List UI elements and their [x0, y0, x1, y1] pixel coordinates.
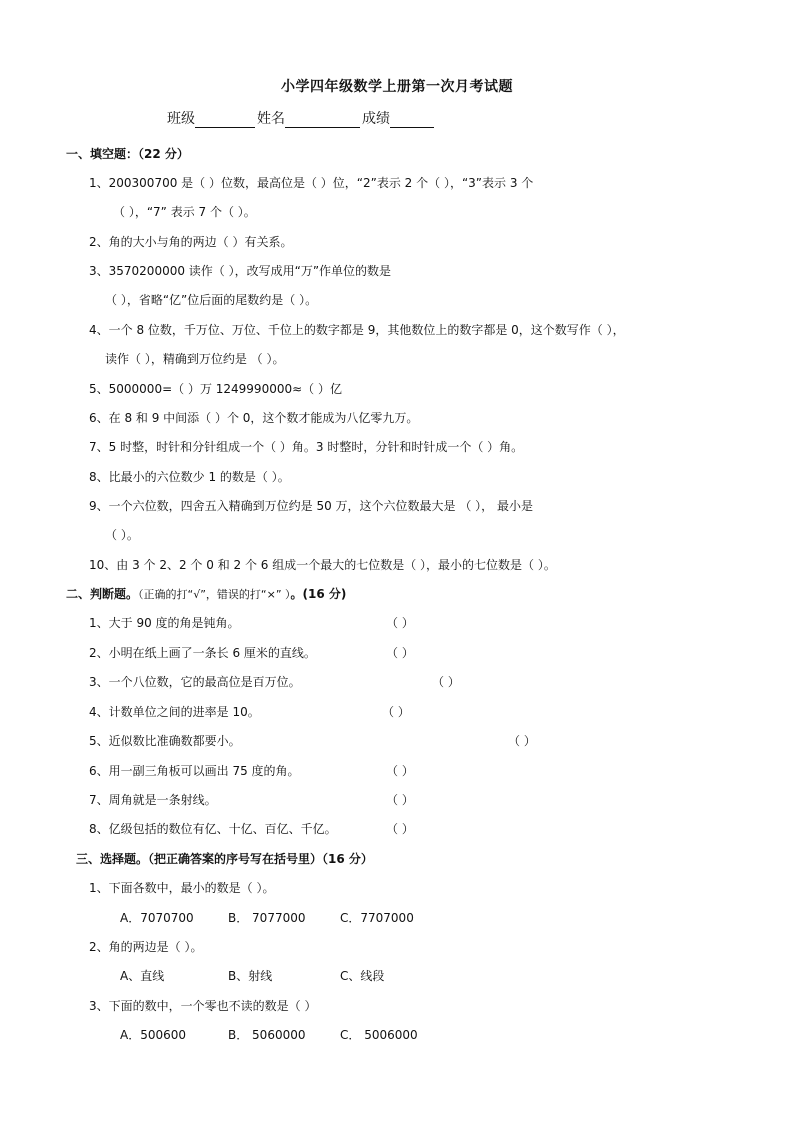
- fill-q10: 10、由 3 个 2、2 个 0 和 2 个 6 组成一个最大的七位数是（ ），最小的七位数是（ ）。: [89, 558, 556, 572]
- choice-q3: 3、下面的数中，一个零也不读的数是（ ）: [89, 999, 317, 1013]
- page-title: 小学四年级数学上册第一次月考试题: [281, 79, 513, 95]
- fill-q2: 2、角的大小与角的两边（ ）有关系。: [89, 235, 293, 249]
- judge-item-2: 2、小明在纸上画了一条长 6 厘米的直线。: [89, 646, 316, 660]
- student-info-row: [167, 108, 436, 128]
- choice-q2: 2、角的两边是（ ）。: [89, 940, 203, 954]
- judge-answer-7[interactable]: （ ）: [386, 793, 414, 807]
- fill-q9-line2: （ ）。: [105, 528, 139, 542]
- judge-item-4: 4、计数单位之间的进率是 10。: [89, 705, 260, 719]
- judge-answer-4[interactable]: （ ）: [382, 705, 410, 719]
- fill-q6: 6、在 8 和 9 中间添（ ）个 0，这个数才能成为八亿零九万。: [89, 411, 419, 425]
- section-2-note: （正确的打“√”，错误的打“×” ）: [138, 588, 291, 601]
- choice-q1: 1、下面各数中，最小的数是（ ）。: [89, 881, 275, 895]
- fill-q4-line2: 读作（ ），精确到万位约是 （ ）。: [105, 352, 285, 366]
- choice-q3-option-b[interactable]: B． 5060000: [228, 1028, 306, 1042]
- score-label: 成绩: [362, 111, 390, 127]
- choice-q3-option-c[interactable]: C． 5006000: [340, 1028, 418, 1042]
- fill-q9-line1: 9、一个六位数，四舍五入精确到万位约是 50 万，这个六位数最大是 （ ）， 最小是: [89, 499, 533, 513]
- fill-q3-line1: 3、3570200000 读作（ ），改写成用“万”作单位的数是: [89, 264, 392, 278]
- fill-q1-line2: （ ），“7” 表示 7 个（ ）。: [113, 205, 256, 219]
- fill-q4-line1: 4、一个 8 位数，千万位、万位、千位上的数字都是 9，其他数位上的数字都是 0，这个数写作（ ），: [89, 323, 625, 337]
- choice-q2-option-b[interactable]: B、射线: [228, 969, 273, 983]
- fill-q5: 5、5000000=（ ）万 1249990000≈（ ）亿: [89, 382, 342, 396]
- judge-answer-2[interactable]: （ ）: [386, 646, 414, 660]
- choice-q3-option-a[interactable]: A．500600: [120, 1028, 187, 1042]
- judge-answer-1[interactable]: （ ）: [386, 616, 414, 630]
- name-blank[interactable]: [285, 111, 360, 128]
- fill-q7: 7、5 时整，时针和分针组成一个（ ）角。3 时整时，分针和时针成一个（ ）角。: [89, 440, 524, 454]
- fill-q8: 8、比最小的六位数少 1 的数是（ ）。: [89, 470, 290, 484]
- class-label: 班级: [167, 111, 195, 127]
- section-2-heading: [66, 585, 346, 602]
- section-3-heading: 三、选择题。（把正确答案的序号写在括号里）（16 分）: [76, 852, 373, 866]
- score-blank[interactable]: [390, 111, 434, 128]
- judge-item-6: 6、用一副三角板可以画出 75 度的角。: [89, 764, 300, 778]
- judge-item-5: 5、近似数比准确数都要小。: [89, 734, 241, 748]
- judge-item-8: 8、亿级包括的数位有亿、十亿、百亿、千亿。: [89, 822, 337, 836]
- name-label: 姓名: [257, 111, 285, 127]
- choice-q2-option-a[interactable]: A、直线: [120, 969, 165, 983]
- class-blank[interactable]: [195, 111, 255, 128]
- judge-answer-3[interactable]: （ ）: [432, 675, 460, 689]
- judge-answer-8[interactable]: （ ）: [386, 822, 414, 836]
- judge-item-7: 7、周角就是一条射线。: [89, 793, 217, 807]
- judge-item-3: 3、一个八位数，它的最高位是百万位。: [89, 675, 301, 689]
- choice-q1-option-c[interactable]: C．7707000: [340, 911, 414, 925]
- choice-q2-option-c[interactable]: C、线段: [340, 969, 385, 983]
- section-2-score: 。(16 分): [290, 587, 347, 601]
- section-1-heading: 一、填空题：（22 分）: [66, 147, 189, 161]
- section-2-title: 二、判断题。: [66, 587, 139, 601]
- judge-answer-6[interactable]: （ ）: [386, 764, 414, 778]
- judge-item-1: 1、大于 90 度的角是钝角。: [89, 616, 240, 630]
- choice-q1-option-a[interactable]: A．7070700: [120, 911, 194, 925]
- choice-q1-option-b[interactable]: B． 7077000: [228, 911, 306, 925]
- judge-answer-5[interactable]: （ ）: [508, 734, 536, 748]
- fill-q3-line2: （ ），省略“亿”位后面的尾数约是（ ）。: [105, 293, 318, 307]
- fill-q1-line1: 1、200300700 是（ ）位数，最高位是（ ）位，“2”表示 2 个（ ），“3”表示 3 个: [89, 176, 534, 190]
